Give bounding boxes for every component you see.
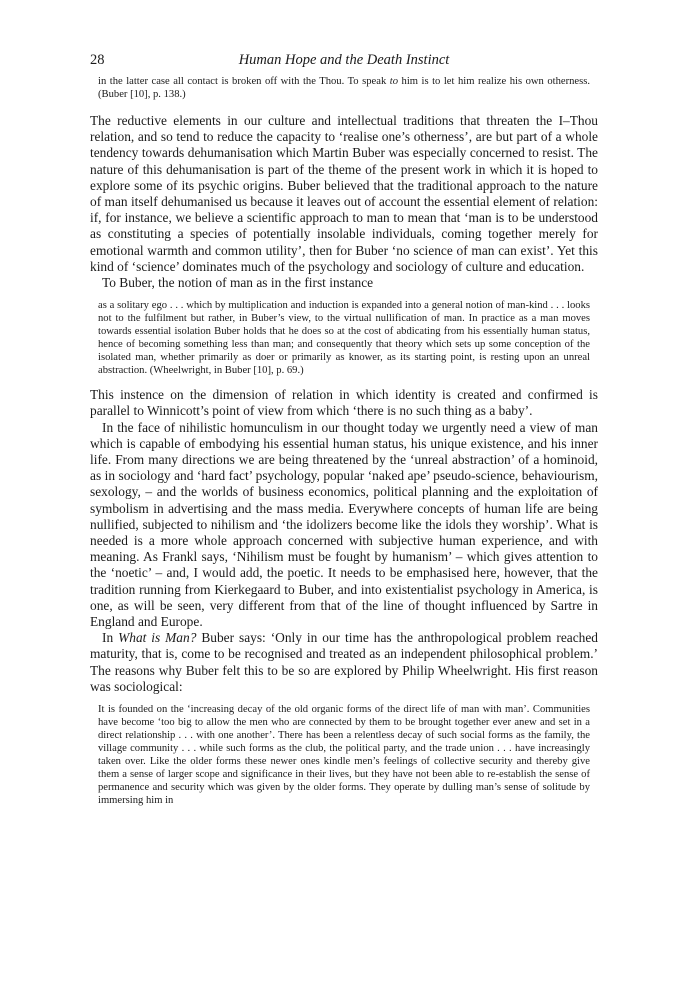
para5-text-1: In — [102, 630, 119, 646]
block-quote-top — [98, 75, 590, 101]
page-number: 28 — [90, 52, 105, 68]
paragraph-what-is-man — [90, 630, 598, 695]
quote-top-text-2: him is to let him realize his own otherness. (Buber [10], p. 138.) — [98, 76, 590, 100]
quote-top-emphasis: to — [389, 76, 399, 87]
book-title-emphasis: What is Man? — [118, 630, 197, 646]
quote-top-text-1: in the latter case all contact is broken off with the Thou. To speak — [98, 76, 390, 87]
book-page — [90, 52, 598, 807]
block-quote-wheelwright: as a solitary ego . . . which by multiplication and induction is expanded into a general notion of man-kind . . . looks not to the fulfilment but rather, in Buber’s view, to the virtual nullification of man. In practice as a man moves towards essential isolation Buber holds that he does so at the cost of abdicating from his essentially human status, hence of becoming something less than man; and consequently that theory which sets up some conception of the isolated man, whether primarily as doer or primarily as knower, as its starting point, is resting upon an unreal abstraction. (Wheelwright, in Buber [10], p. 69.) — [98, 300, 590, 377]
running-title: Human Hope and the Death Instinct — [238, 52, 450, 68]
paragraph-reductive-elements: The reductive elements in our culture and intellectual traditions that threaten the I–Thou relation, and so tend to reduce the capacity to ‘realise one’s otherness’, are but part of a whole tendency towards dehumanisation which Martin Buber was especially concerned to resist. The nature of this dehumanisation is part of the theme of the present work in which it is hoped to explore some of its psychic origins. Buber believed that the traditional approach to the nature of man itself dehumanised us because it leaves out of account the essential element of relation: if, for instance, we believe a scientific approach to man to mean that ‘man is to be understood as constituting a species of potentially insolable individuals, coming together merely for emotional warmth and common utility’, then for Buber ‘no science of man can exist’. Yet this kind of ‘science’ dominates much of the psychology and sociology of culture and education. — [90, 113, 598, 274]
paragraph-dimension-of-relation: This instence on the dimension of relation in which identity is created and confirmed is parallel to Winnicott’s point of view from which ‘there is no such thing as a baby’. — [90, 387, 598, 419]
paragraph-notion-of-man: To Buber, the notion of man as in the first instance — [102, 275, 374, 291]
paragraph-nihilistic-homunculism: In the face of nihilistic homunculism in our thought today we urgently need a view of man which is capable of embodying his essential human status, his unique existence, and his inner life. From many directions we are being threatened by the ‘unreal abstraction’ of a hominoid, as in sociology and ‘hard fact’ psychology, popular ‘naked ape’ pseudo-science, behaviourism, sexology, – and the worlds of business economics, political planning and the exploitation of symbolism in advertising and the mass media. Everywhere concepts of human life are being nullified, subjected to nihilism and ‘the idolizers become like the idols they worship’. What is needed is a more whole approach concerned with subjective human experience, and with meaning. As Frankl says, ‘Nihilism must be fought by humanism’ – which gives attention to the ‘noetic’ – and, I would add, the poetic. It needs to be emphasised here, however, that the tradition running from Kierkegaard to Buber, and into existentialist psychology in America, is one, as will be seen, very different from that of the line of thought influenced by Sartre in England and Europe. — [90, 419, 598, 630]
running-head — [90, 52, 598, 74]
para5-text-2: Buber says: ‘Only in our time has the anthropological problem reached maturity, that is, come to be recognised and treated as an independent philosophical problem.’ The reasons why Buber felt this to be so are explored by Philip Wheelwright. His first reason was sociological: — [90, 630, 598, 694]
block-quote-sociological: It is founded on the ‘increasing decay of the old organic forms of the direct life of man with man’. Communities have become ‘too big to allow the men who are connected by them to be brought together ever anew and set in a direct relationship . . . with one another’. There has been a relentless decay of such social forms as the family, the village community . . . while such forms as the club, the political party, and the trade union . . . have increasingly taken over. Like the older forms these newer ones kindle men’s feelings of collective security and thereby give them a sense of larger scope and significance in their lives, but they have not been able to re-establish the sense of permanence and security which was given by the older forms. They operate by dulling man’s sense of solitude by immersing him in — [98, 704, 590, 807]
